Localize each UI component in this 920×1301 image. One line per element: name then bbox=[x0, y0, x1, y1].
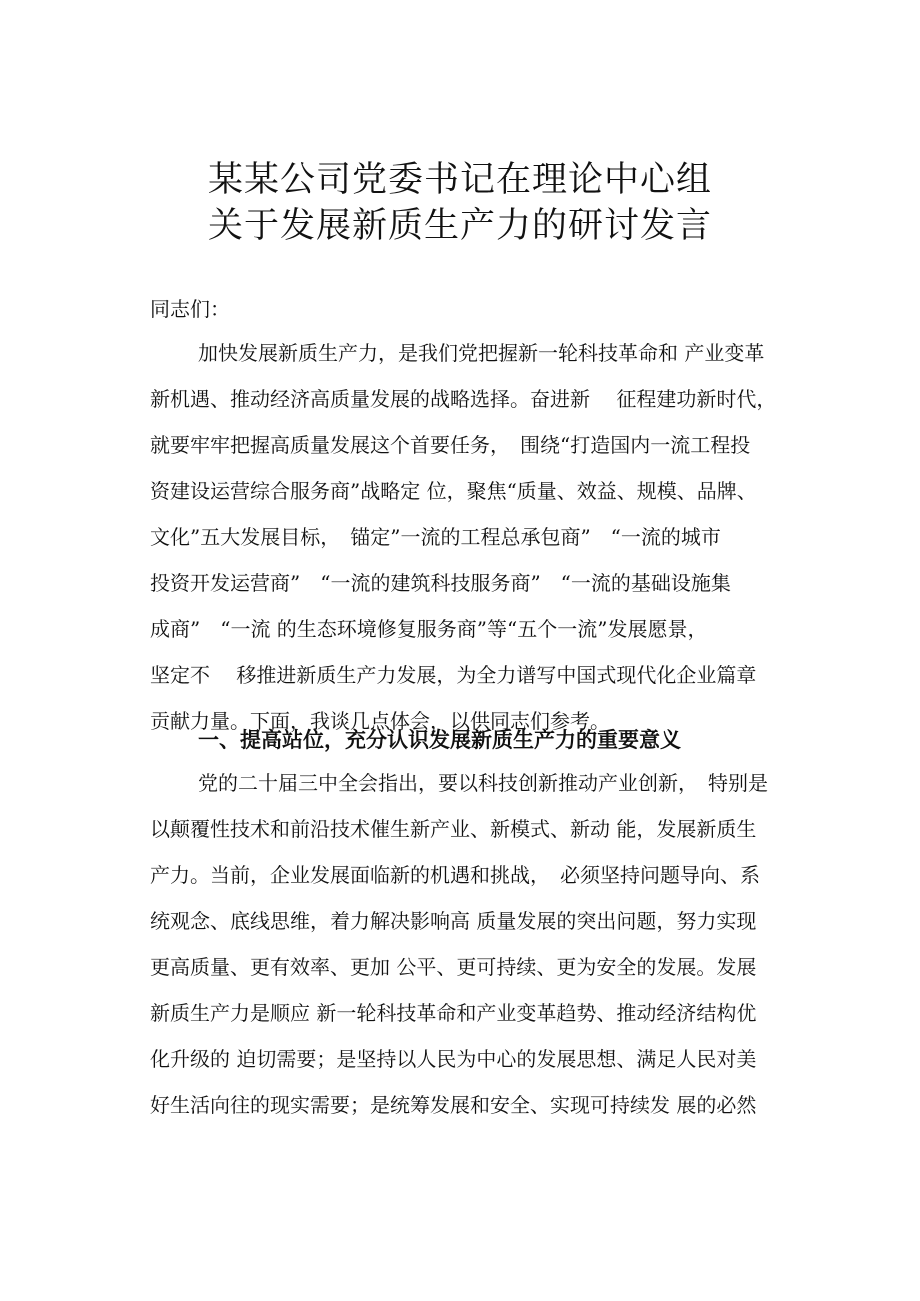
paragraph-line: 以颠覆性技术和前沿技术催生新产业、新模式、新动 能，发展新质生 bbox=[150, 817, 757, 841]
title-line-1: 某某公司党委书记在理论中心组 bbox=[207, 160, 712, 200]
paragraph-line: 就要牢牢把握高质量发展这个首要任务， 围绕“打造国内一流工程投 bbox=[150, 433, 751, 457]
paragraph-line: 坚定不 移推进新质生产力发展，为全力谱写中国式现代化企业篇章 bbox=[150, 663, 757, 687]
paragraph-1 bbox=[150, 330, 810, 744]
section-heading-1: 一、提高站位，充分认识发展新质生产力的重要意义 bbox=[198, 728, 681, 752]
paragraph-line: 化升级的 迫切需要；是坚持以人民为中心的发展思想、满足人民对美 bbox=[150, 1047, 757, 1071]
greeting: 同志们： bbox=[150, 297, 230, 321]
paragraph-line: 统观念、底线思维，着力解决影响高 质量发展的突出问题，努力实现 bbox=[150, 909, 757, 933]
paragraph-line: 党的二十届三中全会指出，要以科技创新推动产业创新， 特别是 bbox=[198, 771, 768, 795]
paragraph-line: 贡献力量。下面，我谈几点体会，以供同志们参考。 bbox=[150, 709, 610, 733]
paragraph-line: 文化”五大发展目标， 锚定”一流的工程总承包商” “一流的城市 bbox=[150, 525, 721, 549]
paragraph-line: 更高质量、更有效率、更加 公平、更可持续、更为安全的发展。发展 bbox=[150, 955, 757, 979]
paragraph-line: 好生活向往的现实需要；是统筹发展和安全、实现可持续发 展的必然 bbox=[150, 1093, 757, 1117]
paragraph-line: 资建设运营综合服务商”战略定 位，聚焦“质量、效益、规模、品牌、 bbox=[150, 479, 757, 503]
title-line-2: 关于发展新质生产力的研讨发言 bbox=[207, 206, 712, 246]
paragraph-line: 新机遇、推动经济高质量发展的战略选择。奋进新 征程建功新时代， bbox=[150, 387, 777, 411]
paragraph-line: 产力。当前，企业发展面临新的机遇和挑战， 必须坚持问题导向、系 bbox=[150, 863, 760, 887]
paragraph-2 bbox=[150, 760, 810, 1128]
paragraph-line: 新质生产力是顺应 新一轮科技革命和产业变革趋势、推动经济结构优 bbox=[150, 1001, 757, 1025]
paragraph-line: 加快发展新质生产力，是我们党把握新一轮科技革命和 产业变革 bbox=[198, 341, 765, 365]
paragraph-line: 成商” “一流 的生态环境修复服务商”等“五个一流”发展愿景， bbox=[150, 617, 708, 641]
paragraph-line: 投资开发运营商” “一流的建筑科技服务商” “一流的基础设施集 bbox=[150, 571, 731, 595]
